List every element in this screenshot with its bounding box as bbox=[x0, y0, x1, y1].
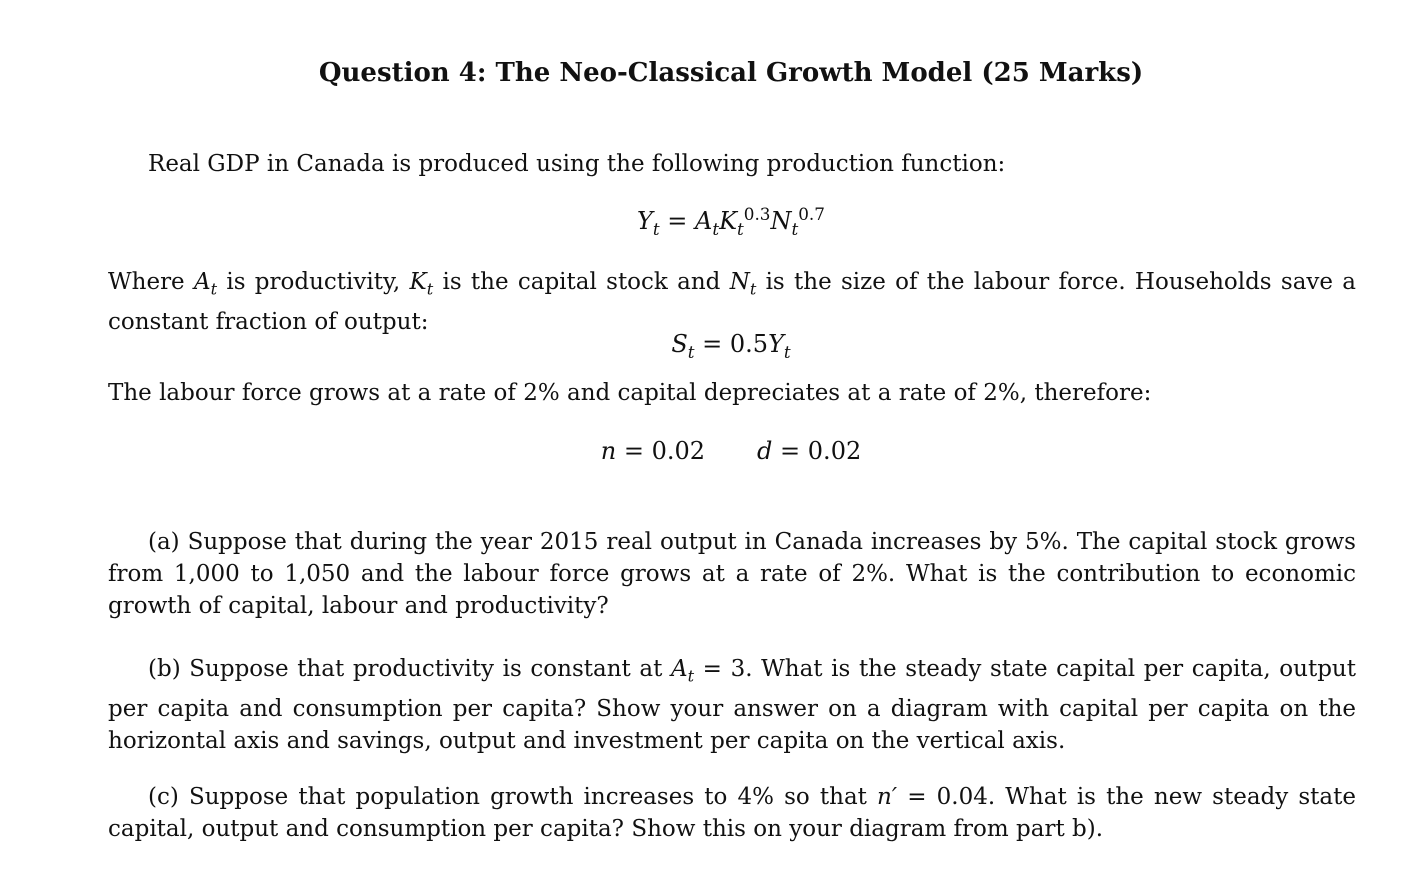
question-title: Question 4: The Neo-Classical Growth Model (25 Marks) bbox=[318, 58, 1144, 88]
production-function-equation: $Y_t = A_tK_t^{0.3}N_t^{0.7}$ bbox=[637, 204, 825, 239]
n-equation: n = 0.02 bbox=[600, 437, 706, 465]
definitions-text: Where $A_t$ is productivity, $K_t$ is the capital stock and $N_t$ is the size of the labour force. Households save a constant fraction of output: bbox=[108, 269, 1357, 335]
d-equation: d = 0.02 bbox=[757, 437, 862, 465]
growth-rates-text: The labour force grows at a rate of 2% and capital depreciates at a rate of 2%, therefore: bbox=[108, 380, 1152, 406]
part-c-text: (c) Suppose that population growth increases to 4% so that n′ = 0.04. What is the new steady state capital, output and consumption per capita? Show this on your diagram from part b). bbox=[108, 784, 1356, 842]
intro-text: Real GDP in Canada is produced using the following production function: bbox=[148, 151, 1006, 177]
savings-equation: $S_t = 0.5Y_t$ bbox=[671, 330, 791, 362]
part-a-text: (a) Suppose that during the year 2015 real output in Canada increases by 5%. The capital stock grows from 1,000 to 1,050 and the labour force grows at a rate of 2%. What is the contribution to economic growth of capital, labour and productivity? bbox=[108, 529, 1356, 619]
part-b-text: (b) Suppose that productivity is constant at $A_t = 3$. What is the steady state capital per capita, output per capita and consumption per capita? Show your answer on a diagram with capital per capita on the horizontal axis and savings, output and investment per capita on the vertical axis. bbox=[108, 656, 1356, 754]
parameter-equations bbox=[0, 437, 1414, 465]
